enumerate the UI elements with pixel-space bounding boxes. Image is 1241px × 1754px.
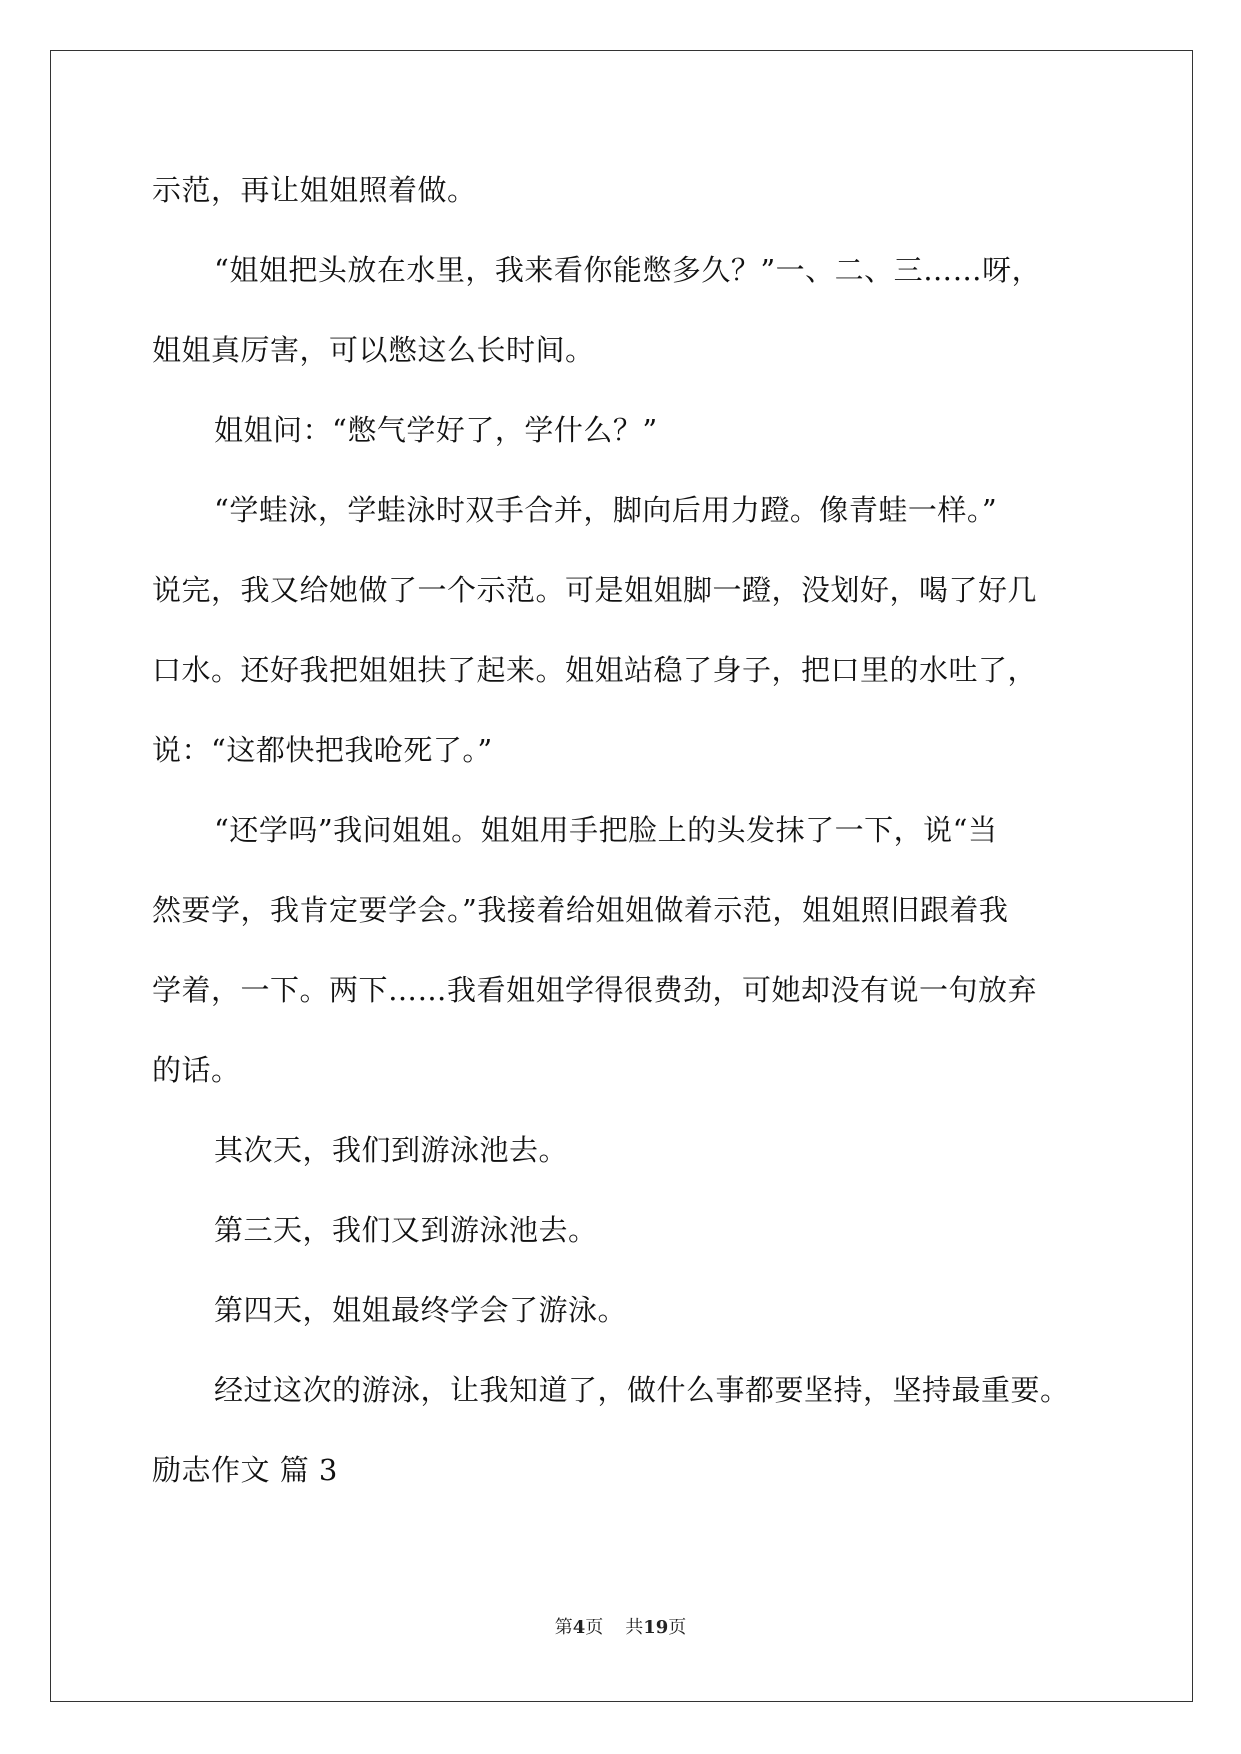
text-line: 姐姐真厉害，可以憋这么长时间。 [152,333,595,367]
paragraph-line: “学蛙泳，学蛙泳时双手合并，脚向后用力蹬。像青蛙一样。” [214,493,998,527]
paragraph-line: 第三天，我们又到游泳池去。 [214,1213,598,1247]
text-line: 然要学，我肯定要学会。”我接着给姐姐做着示范，姐姐照旧跟着我 [152,893,1009,927]
page-footer [0,1616,1241,1640]
page-suffix: 页 [585,1617,604,1638]
page-number: 4 [572,1617,586,1638]
section-heading: 励志作文 篇 3 [152,1453,338,1487]
total-prefix: 共 [625,1617,644,1638]
text-line: 示范，再让姐姐照着做。 [152,173,477,207]
paragraph-line: “姐姐把头放在水里，我来看你能憋多久？”一、二、三……呀， [214,253,1042,287]
text-line: 说完，我又给她做了一个示范。可是姐姐脚一蹬，没划好，喝了好几 [152,573,1038,607]
paragraph-line: 姐姐问：“憋气学好了，学什么？” [214,413,658,447]
page-prefix: 第 [554,1617,573,1638]
paragraph-line: 第四天，姐姐最终学会了游泳。 [214,1293,628,1327]
text-line: 说：“这都快把我呛死了。” [152,733,493,767]
total-pages: 19 [643,1617,669,1638]
total-suffix: 页 [668,1617,687,1638]
paragraph-line: 其次天，我们到游泳池去。 [214,1133,569,1167]
paragraph-line: 经过这次的游泳，让我知道了，做什么事都要坚持，坚持最重要。 [214,1373,1070,1407]
text-line: 口水。还好我把姐姐扶了起来。姐姐站稳了身子，把口里的水吐了， [152,653,1038,687]
text-line: 的话。 [152,1053,241,1087]
paragraph-line: “还学吗”我问姐姐。姐姐用手把脸上的头发抹了一下，说“当 [214,813,998,847]
text-line: 学着，一下。两下……我看姐姐学得很费劲，可她却没有说一句放弃 [152,973,1038,1007]
